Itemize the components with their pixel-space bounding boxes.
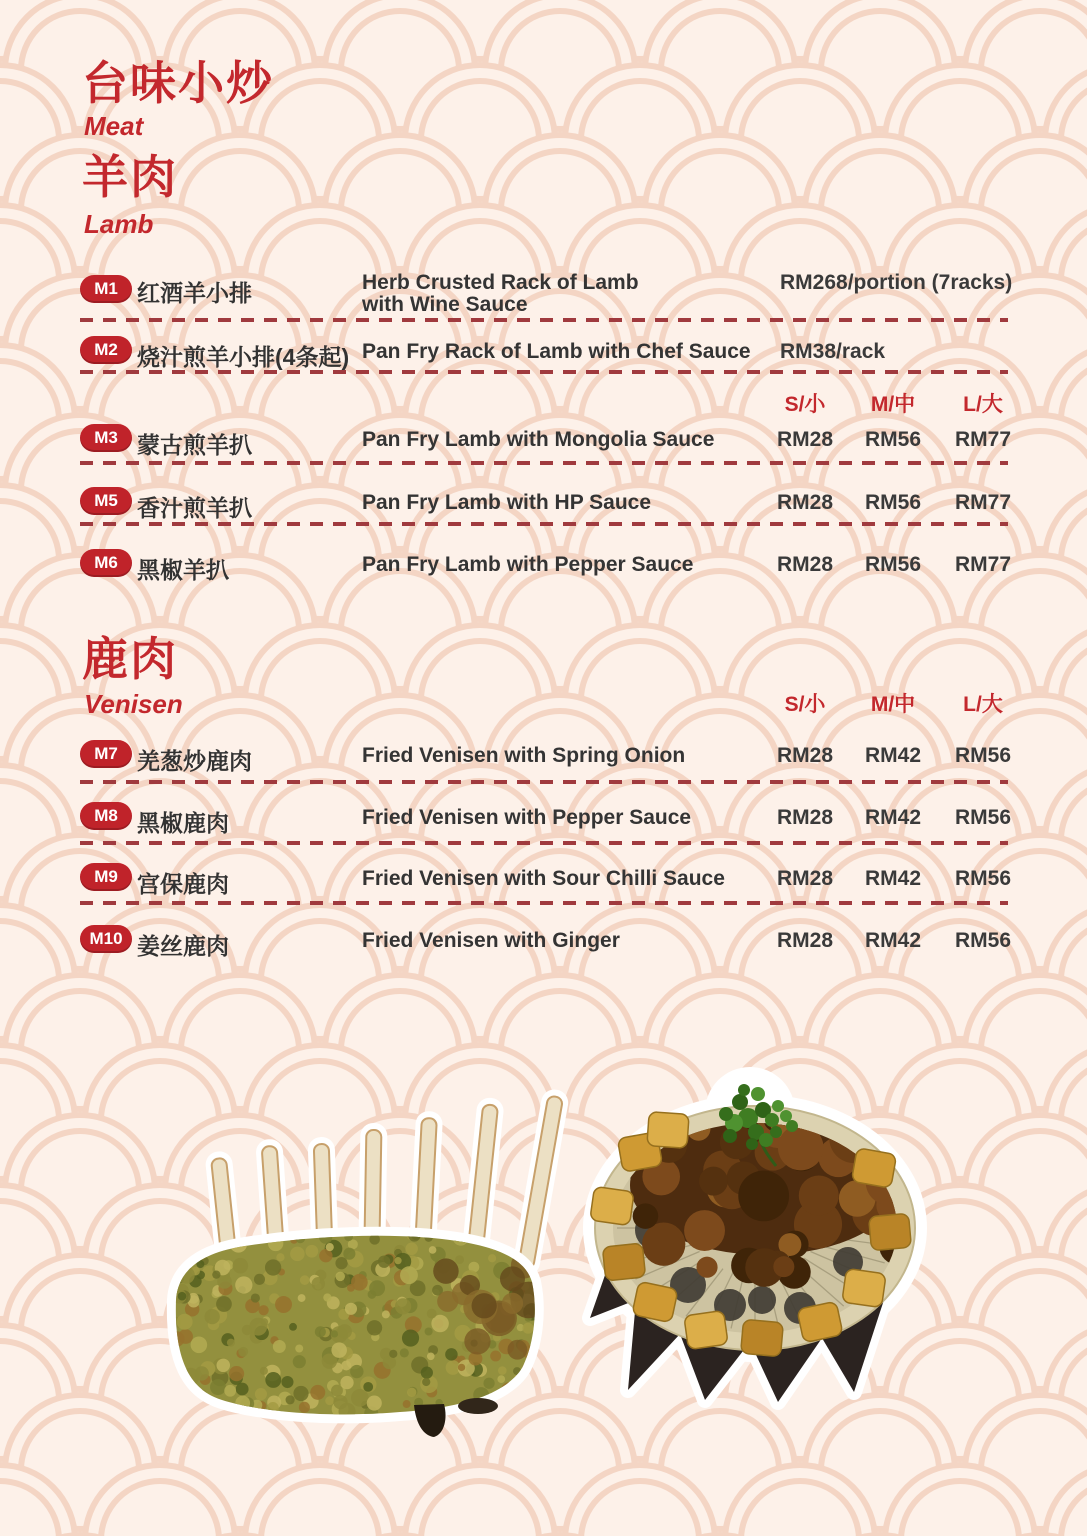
item-price-l: RM77 [954, 428, 1012, 451]
size-col-l: L/大 [963, 393, 1003, 416]
item-price: RM268/portion (7racks) [780, 271, 1013, 294]
item-price-m: RM56 [864, 553, 922, 576]
item-name-zh: 烧汁煎羊小排(4条起) [137, 344, 350, 370]
item-name-zh: 黑椒羊扒 [137, 557, 229, 583]
category-title-en: Meat [84, 111, 144, 141]
dashed-divider [80, 780, 1008, 784]
item-name-en: Pan Fry Lamb with Pepper Sauce [362, 553, 694, 576]
item-price-m: RM56 [864, 428, 922, 451]
item-code-badge: M9 [80, 863, 132, 891]
item-price-m: RM56 [864, 491, 922, 514]
item-code-badge: M5 [80, 487, 132, 515]
size-col-l: L/大 [963, 693, 1003, 716]
menu-item-row [80, 736, 1010, 794]
item-name-zh: 红酒羊小排 [137, 280, 252, 306]
menu-item-row [80, 332, 1010, 390]
item-name-zh: 香汁煎羊扒 [137, 495, 252, 521]
item-price-s: RM28 [776, 929, 834, 952]
size-col-m: M/中 [870, 693, 916, 716]
item-name-en: Herb Crusted Rack of Lamb [362, 271, 639, 294]
item-name-zh: 黑椒鹿肉 [137, 810, 229, 836]
item-code-badge: M10 [80, 925, 132, 953]
section-title-zh-lamb: 羊肉 [82, 151, 178, 203]
item-name-en: Fried Venisen with Spring Onion [362, 744, 686, 767]
menu-item-row [80, 545, 1010, 603]
item-code-badge: M1 [80, 275, 132, 303]
section-title-zh-venison: 鹿肉 [82, 633, 178, 685]
item-code-badge: M2 [80, 336, 132, 364]
item-name-en: Pan Fry Rack of Lamb with Chef Sauce [362, 340, 751, 363]
item-price-l: RM56 [954, 806, 1012, 829]
item-price-m: RM42 [864, 744, 922, 767]
item-name-en: Fried Venisen with Ginger [362, 929, 620, 952]
menu-item-row [80, 921, 1010, 979]
dashed-divider [80, 841, 1008, 845]
dashed-divider [80, 318, 1008, 322]
item-price-l: RM56 [954, 929, 1012, 952]
item-code-badge: M3 [80, 424, 132, 452]
item-price-s: RM28 [776, 553, 834, 576]
item-name-en: Fried Venisen with Sour Chilli Sauce [362, 867, 725, 890]
item-price-m: RM42 [864, 867, 922, 890]
item-name-zh: 姜丝鹿肉 [137, 933, 229, 959]
item-price-l: RM77 [954, 491, 1012, 514]
menu-item-row [80, 483, 1010, 541]
dashed-divider [80, 901, 1008, 905]
item-price-l: RM56 [954, 744, 1012, 767]
item-name-zh: 羌葱炒鹿肉 [137, 748, 252, 774]
item-name-en: Pan Fry Lamb with Mongolia Sauce [362, 428, 715, 451]
section-title-en-lamb: Lamb [84, 209, 154, 239]
item-name-en-line2: with Wine Sauce [362, 293, 528, 316]
size-col-m: M/中 [870, 393, 916, 416]
item-price-s: RM28 [776, 491, 834, 514]
dashed-divider [80, 522, 1008, 526]
item-price-l: RM56 [954, 867, 1012, 890]
category-title-zh: 台味小炒 [82, 57, 274, 109]
dashed-divider [80, 370, 1008, 374]
item-price-m: RM42 [864, 929, 922, 952]
item-price-m: RM42 [864, 806, 922, 829]
item-price-s: RM28 [776, 867, 834, 890]
item-price-l: RM77 [954, 553, 1012, 576]
item-code-badge: M7 [80, 740, 132, 768]
item-price-s: RM28 [776, 744, 834, 767]
menu-item-row [80, 420, 1010, 478]
item-name-zh: 蒙古煎羊扒 [137, 432, 252, 458]
item-code-badge: M8 [80, 802, 132, 830]
item-code-badge: M6 [80, 549, 132, 577]
menu-item-row [80, 859, 1010, 917]
item-name-zh: 宫保鹿肉 [137, 871, 229, 897]
size-header [80, 688, 1010, 714]
size-col-s: S/小 [784, 693, 826, 716]
item-name-en: Fried Venisen with Pepper Sauce [362, 806, 692, 829]
dashed-divider [80, 461, 1008, 465]
item-name-en: Pan Fry Lamb with HP Sauce [362, 491, 652, 514]
size-header [80, 388, 1010, 414]
item-price-s: RM28 [776, 806, 834, 829]
item-price-s: RM28 [776, 428, 834, 451]
section-title-en-venison: Venisen [84, 689, 183, 719]
size-col-s: S/小 [784, 393, 826, 416]
menu-item-row [80, 798, 1010, 856]
item-price: RM38/rack [780, 340, 886, 363]
